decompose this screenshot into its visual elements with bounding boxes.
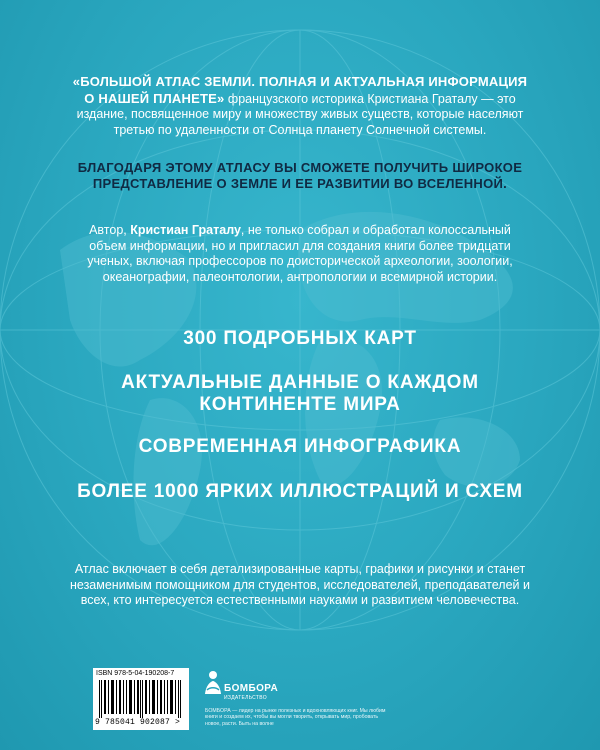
publisher-subtitle: ИЗДАТЕЛЬСТВО: [224, 695, 267, 701]
intro-paragraph: [70, 74, 530, 138]
feature-infographics: СОВРЕМЕННАЯ ИНФОГРАФИКА: [138, 436, 462, 457]
barcode-digits: 9 785041 902087 >: [95, 718, 181, 727]
isbn-label: ISBN 978-5-04-190208-7: [96, 670, 175, 677]
feature-maps: 300 ПОДРОБНЫХ КАРТ: [183, 328, 417, 349]
feature-illustrations: БОЛЕЕ 1000 ЯРКИХ ИЛЛЮСТРАЦИЙ И СХЕМ: [77, 481, 523, 502]
author-prefix: Автор,: [89, 223, 131, 237]
author-name: Кристиан Граталу: [130, 223, 241, 237]
outro-paragraph: Атлас включает в себя детализированные карты, графики и рисунки и станет незаменимым помощником для студентов, исследователей, преподавателей и всех, кто интересуется естественными науками и развитием человечества.: [70, 562, 530, 607]
intro-lead-title: «БОЛЬШОЙ АТЛАС ЗЕМЛИ. ПОЛНАЯ И АКТУАЛЬНАЯ ИНФОРМАЦИЯ О НАШЕЙ ПЛАНЕТЕ»: [72, 74, 528, 106]
feature-continent-data: АКТУАЛЬНЫЕ ДАННЫЕ О КАЖДОМ КОНТИНЕНТЕ МИРА: [121, 372, 479, 415]
bombora-logo-icon: [204, 670, 222, 696]
barcode-graphic: [99, 680, 183, 718]
highlight-statement: БЛАГОДАРЯ ЭТОМУ АТЛАСУ ВЫ СМОЖЕТЕ ПОЛУЧИТЬ ШИРОКОЕ ПРЕДСТАВЛЕНИЕ О ЗЕМЛЕ И ЕЕ РАЗВИТИИ ВО ВСЕЛЕННОЙ.: [77, 160, 523, 191]
publisher-blurb: БОМБОРА — лидер на рынке полезных и вдохновляющих книг. Мы любим книги и создаем их, чтобы вы могли творить, открывать мир, пробовать новое, расти. Быть на волне: [205, 708, 386, 727]
author-paragraph: [70, 223, 530, 285]
author-rest: , не только собрал и обработал колоссальный объем информации, но и пригласил для создания книги более тридцати ученых, включая профессоров по доисторической археологии, зоологии, океанографии, палеонтологии, антропологии и всемирной истории.: [87, 223, 513, 284]
publisher-name: БОМБОРА: [224, 683, 279, 694]
isbn-barcode-box: [93, 668, 189, 730]
intro-rest: французского историка Кристиана Граталу — это издание, посвященное миру и множеству живых существ, которые населяют третью по удаленности от Солнца планету Солнечной системы.: [76, 91, 524, 137]
